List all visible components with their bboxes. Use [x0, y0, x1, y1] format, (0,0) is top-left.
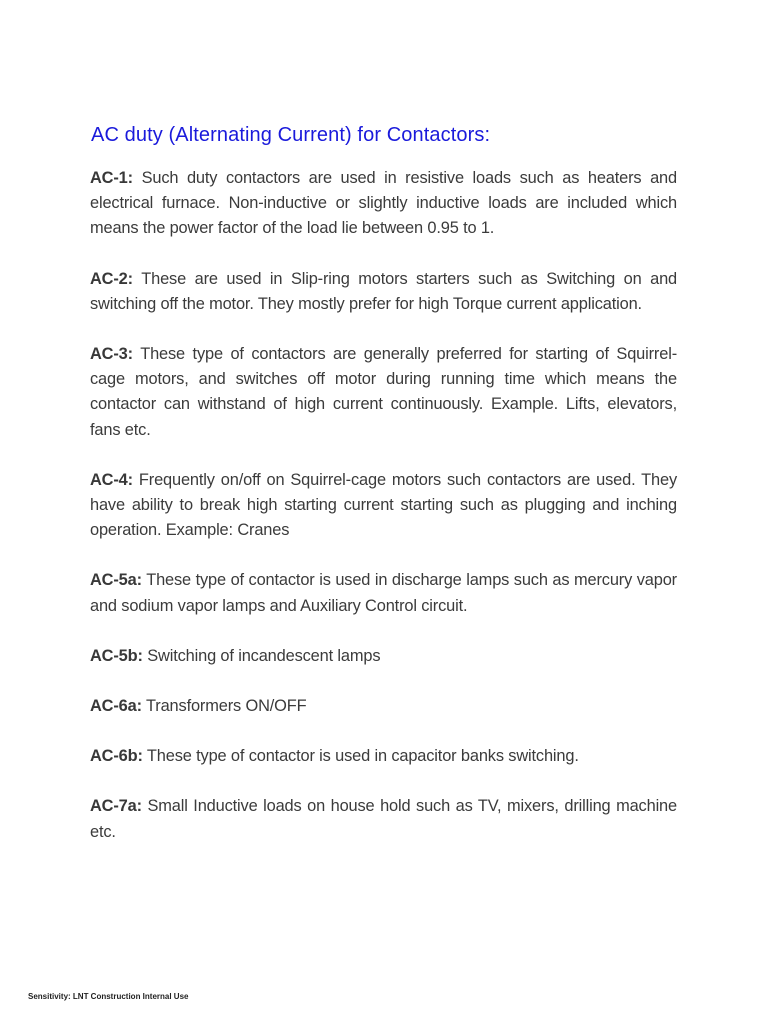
term-description: Switching of incandescent lamps [142, 646, 381, 665]
term-description: Transformers ON/OFF [141, 697, 307, 716]
paragraph-ac-7a [90, 794, 677, 844]
term-description: Such duty contactors are used in resistive loads such as heaters and electrical furnace. Non-inductive or slightly inductive loads are included which means the power factor of the load lie between 0.95 to 1. [90, 169, 677, 238]
term-label: AC-6b: [90, 747, 143, 766]
paragraph-ac-2 [90, 267, 677, 317]
page-title: AC duty (Alternating Current) for Contactors: [91, 124, 491, 146]
term-label: AC-7a: [90, 797, 142, 816]
paragraph-ac-3 [90, 342, 677, 443]
paragraph-ac-4 [90, 468, 677, 544]
term-label: AC-5b: [90, 646, 143, 665]
paragraph-ac-6b [90, 744, 677, 769]
term-label: AC-5a: [90, 571, 142, 590]
paragraph-ac-5b [90, 644, 677, 669]
term-description: Frequently on/off on Squirrel-cage motors such contactors are used. They have ability to break high starting current starting such as plugging and inching operation. Example: Cranes [90, 470, 677, 540]
paragraph-ac-5a [90, 568, 677, 618]
term-label: AC-1: [90, 169, 133, 187]
term-label: AC-4: [90, 470, 133, 489]
term-label: AC-6a: [90, 697, 142, 716]
term-description: Small Inductive loads on house hold such as TV, mixers, drilling machine etc. [90, 797, 677, 841]
term-label: AC-3: [90, 345, 133, 364]
term-description: These type of contactors are generally preferred for starting of Squirrel-cage motors, and switches off motor during running time which means the contactor can withstand of high current continuously. Example. Lifts, elevators, fans etc. [90, 345, 677, 439]
sensitivity-footer: Sensitivity: LNT Construction Internal Use [28, 992, 189, 1001]
term-description: These are used in Slip-ring motors starters such as Switching on and switching off the motor. They mostly prefer for high Torque current application. [90, 269, 677, 313]
term-description: These type of contactor is used in discharge lamps such as mercury vapor and sodium vapor lamps and Auxiliary Control circuit. [90, 571, 677, 615]
document-body [90, 166, 677, 870]
term-description: These type of contactor is used in capacitor banks switching. [142, 747, 579, 766]
term-label: AC-2: [90, 269, 133, 288]
paragraph-ac-6a [90, 694, 677, 719]
paragraph-ac-1 [90, 166, 677, 242]
